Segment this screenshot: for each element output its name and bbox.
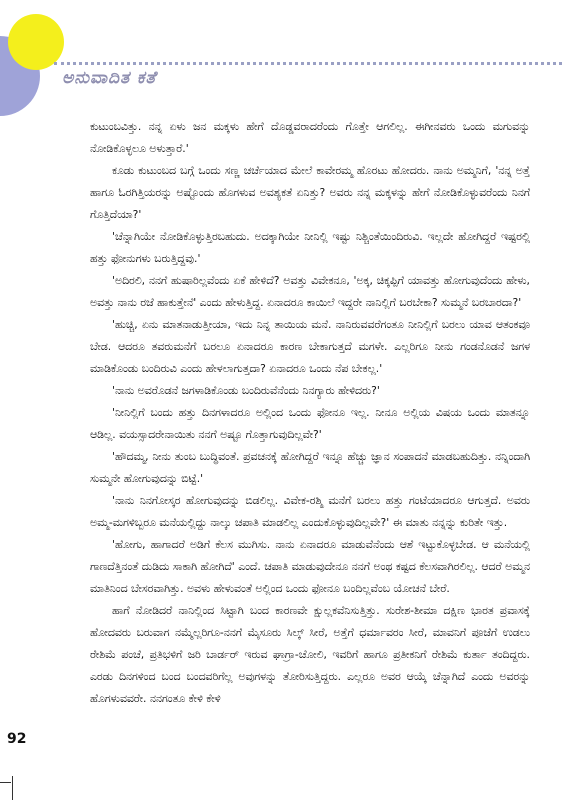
section-title: ಅನುವಾದಿತ ಕತೆ xyxy=(62,68,157,88)
crop-mark-vertical xyxy=(12,776,13,800)
story-paragraph: 'ನಾನು ಅವರೊಡನೆ ಜಗಳಾಡಿಕೊಂಡು ಬಂದಿರುವೆನೆಂದು ನಿನಗ್ಯಾರು ಹೇಳಿದರು?' xyxy=(112,384,380,397)
header-dotted-rule xyxy=(54,62,562,65)
story-paragraph: 'ಹೋಗು, ಹಾಗಾದರೆ ಅಡಿಗೆ ಕೆಲಸ ಮುಗಿಸು. ನಾನು ಏನಾದರೂ ಮಾಡುವೆನೆಂದು ಆಶೆ ಇಟ್ಟುಕೊಳ್ಳಬೇಡ. ಆ ಮನೆಯಲ್ಲಿ ಗಾಣದೆತ್ತಿನಂತೆ ದುಡಿದು ಸಾಕಾಗಿ ಹೋಗಿದೆ' ಎಂದೆ. ಚಪಾತಿ ಮಾಡುವುದೇನೂ ನನಗೆ ಅಂಥ ಕಷ್ಟದ ಕೆಲಸವಾಗಿರಲಿಲ್ಲ. ಆದರೆ ಅಮ್ಮನ ಮಾತಿನಿಂದ ಬೇಸರವಾಗಿತ್ತು. ಅವಳು ಹೇಳುವಂತೆ ಅಲ್ಲಿಂದ ಒಂದು ಫೋನೂ ಬಂದಿಲ್ಲವೆಂಬ ಯೋಚನೆ ಬೇರೆ. xyxy=(90,538,530,595)
story-paragraph: 'ಅದಿರಲಿ, ನನಗೆ ಹುಷಾರಿಲ್ಲವೆಂದು ಏಕೆ ಹೇಳಿದೆ? ಅವತ್ತು ವಿವೇಕನೂ, 'ಅಕ್ಕ, ಚಿಕ್ಕಪ್ಪಿಗೆ ಯಾವತ್ತು ಹೋಗುವುದೆಂದು ಹೇಳು, ಅವತ್ತು ನಾನು ರಜೆ ಹಾಕುತ್ತೇನೆ' ಎಂದು ಹೇಳುತ್ತಿದ್ದ. ಏನಾದರೂ ಕಾಯಿಲೆ ಇದ್ದರೇ ನಾನಿಲ್ಲಿಗೆ ಬರಬೇಕಾ? ಸುಮ್ಮನೆ ಬರಬಾರದಾ?' xyxy=(90,274,530,309)
story-paragraph: ಕೂಡು ಕುಟುಂಬದ ಬಗ್ಗೆ ಒಂದು ಸಣ್ಣ ಚರ್ಚೆಯಾದ ಮೇಲೆ ಕಾವೇರಮ್ಮ ಹೊರಟು ಹೋದರು. ನಾನು ಅಮ್ಮನಿಗೆ, 'ನನ್ನ ಅತ್ತೆ ಹಾಗೂ ಓರಗಿತ್ತಿಯರನ್ನು ಅಷ್ಟೊಂದು ಹೊಗಳುವ ಅವಶ್ಯಕತೆ ಏನಿತ್ತು? ಅವರು ನನ್ನ ಮಕ್ಕಳನ್ನು ಹೇಗೆ ನೋಡಿಕೊಳ್ಳುವರೆಂದು ನಿನಗೆ ಗೊತ್ತಿದೆಯಾ?' xyxy=(90,164,530,221)
story-paragraph: 'ಚೆನ್ನಾಗಿಯೇ ನೋಡಿಕೊಳ್ಳುತ್ತಿರಬಹುದು. ಅದಕ್ಕಾಗಿಯೇ ನೀನಿಲ್ಲಿ ಇಷ್ಟು ನಿಶ್ಚಿಂತೆಯಿಂದಿರುವಿ. ಇಲ್ಲದೇ ಹೋಗಿದ್ದರೆ ಇಷ್ಟರಲ್ಲಿ ಹತ್ತು ಫೋನುಗಳು ಬರುತ್ತಿದ್ದವು.' xyxy=(90,230,530,265)
story-body xyxy=(90,116,530,710)
story-paragraph: 'ನೀನಿಲ್ಲಿಗೆ ಬಂದು ಹತ್ತು ದಿನಗಳಾದರೂ ಅಲ್ಲಿಂದ ಒಂದು ಫೋನೂ ಇಲ್ಲ. ನೀನೂ ಅಲ್ಲಿಯ ವಿಷಯ ಒಂದು ಮಾತನ್ನೂ ಆಡಿಲ್ಲ. ವಯಸ್ಸಾದರೇನಾಯಿತು ನನಗೆ ಅಷ್ಟೂ ಗೊತ್ತಾಗುವುದಿಲ್ಲವೇ?' xyxy=(90,406,530,441)
story-paragraph: ಹಾಗೆ ನೋಡಿದರೆ ನಾನಿಲ್ಲಿಂದ ಸಿಟ್ಟಾಗಿ ಬಂದ ಕಾರಣವೇ ಕ್ಷುಲ್ಲಕವೆನಿಸುತ್ತಿತ್ತು. ಸುರೇಶ-ಶೀಮಾ ದಕ್ಷಿಣ ಭಾರತ ಪ್ರವಾಸಕ್ಕೆ ಹೋದವರು ಬರುವಾಗ ನಮ್ಮೆಲ್ಲರಿಗೂ-ನನಗೆ ಮೈಸೂರು ಸಿಲ್ಕ್ ಸೀರೆ, ಅತ್ತೆಗೆ ಧರ್ಮಾವರಂ ಸೀರೆ, ಮಾವನಿಗೆ ಪೂಜೆಗೆ ಉಡಲು ರೇಶಿಮೆ ಪಂಚೆ, ಪ್ರತಿಭಳಿಗೆ ಜರಿ ಬಾರ್ಡರ್ ಇರುವ ಘಾಗ್ರಾ-ಚೋಲಿ, ಇವರಿಗೆ ಹಾಗೂ ಪ್ರತೀಕನಿಗೆ ರೇಶಿಮೆ ಕುರ್ತಾ ತಂದಿದ್ದರು. ಎರಡು ದಿನಗಳಿಂದ ಬಂದ ಬಂದವರಿಗೆಲ್ಲ ಅವುಗಳನ್ನು ತೋರಿಸುತ್ತಿದ್ದರು. ಎಲ್ಲರೂ ಅವರ ಆಯ್ಕೆ ಚೆನ್ನಾಗಿದೆ ಎಂದು ಅವರನ್ನು ಹೊಗಳುವವರೇ. ನನಗಂತೂ ಕೇಳಿ ಕೇಳಿ xyxy=(90,604,530,705)
page-number: 92 xyxy=(7,731,27,747)
story-paragraph: 'ಹೌದಮ್ಮ, ನೀನು ತುಂಬ ಬುದ್ಧಿವಂತೆ. ಪ್ರವಚನಕ್ಕೆ ಹೋಗಿದ್ದರೆ ಇನ್ನೂ ಹೆಚ್ಚು ಜ್ಞಾನ ಸಂಪಾದನೆ ಮಾಡಬಹುದಿತ್ತು. ನನ್ನಿಂದಾಗಿ ಸುಮ್ಮನೇ ಹೋಗುವುದನ್ನು ಬಿಟ್ಟೆ.' xyxy=(90,450,530,485)
story-paragraph: 'ನಾನು ನಿನಗೋಸ್ಕರ ಹೋಗುವುದನ್ನು ಬಿಡಲಿಲ್ಲ. ವಿವೇಕ-ರಶ್ಮಿ ಮನೆಗೆ ಬರಲು ಹತ್ತು ಗಂಟೆಯಾದರೂ ಆಗುತ್ತದೆ. ಅವರು ಅಮ್ಮ-ಮಗಳಿಬ್ಬರೂ ಮನೆಯಲ್ಲಿದ್ದು ನಾಲ್ಕು ಚಪಾತಿ ಮಾಡಲಿಲ್ಲ ಎಂದುಕೊಳ್ಳುವುದಿಲ್ಲವೇ?' ಈ ಮಾತು ನನ್ನನ್ನು ಕುರಿತೇ ಇತ್ತು. xyxy=(90,494,530,529)
story-paragraph: ಕುಟುಂಬವಿತ್ತು. ನನ್ನ ಏಳು ಜನ ಮಕ್ಕಳು ಹೇಗೆ ದೊಡ್ಡವರಾದರೆಂದು ಗೊತ್ತೇ ಆಗಲಿಲ್ಲ. ಈಗೀನವರು ಒಂದು ಮಗುವನ್ನು ನೋಡಿಕೊಳ್ಳಲೂ ಅಳುತ್ತಾರೆ.' xyxy=(90,120,530,155)
story-paragraph: 'ಹುಚ್ಚಿ, ಏನು ಮಾತನಾಡುತ್ತೀಯಾ, ಇದು ನಿನ್ನ ತಾಯಿಯ ಮನೆ. ನಾನಿರುವವರೆಗಂತೂ ನೀನಿಲ್ಲಿಗೆ ಬರಲು ಯಾವ ಆತಂಕವೂ ಬೇಡ. ಆದರೂ ತವರುಮನೆಗೆ ಬರಲೂ ಏನಾದರೂ ಕಾರಣ ಬೇಕಾಗುತ್ತದೆ ಮಗಳೇ. ಎಲ್ಲರಿಗೂ ನೀನು ಗಂಡನೊಡನೆ ಜಗಳ ಮಾಡಿಕೊಂಡು ಬಂದಿರುವಿ ಎಂದು ಹೇಳಲಾಗುತ್ತದಾ? ಏನಾದರೂ ಒಂದು ನೆಪ ಬೇಕಲ್ಲ.' xyxy=(90,318,530,375)
crop-mark-horizontal xyxy=(0,782,11,783)
